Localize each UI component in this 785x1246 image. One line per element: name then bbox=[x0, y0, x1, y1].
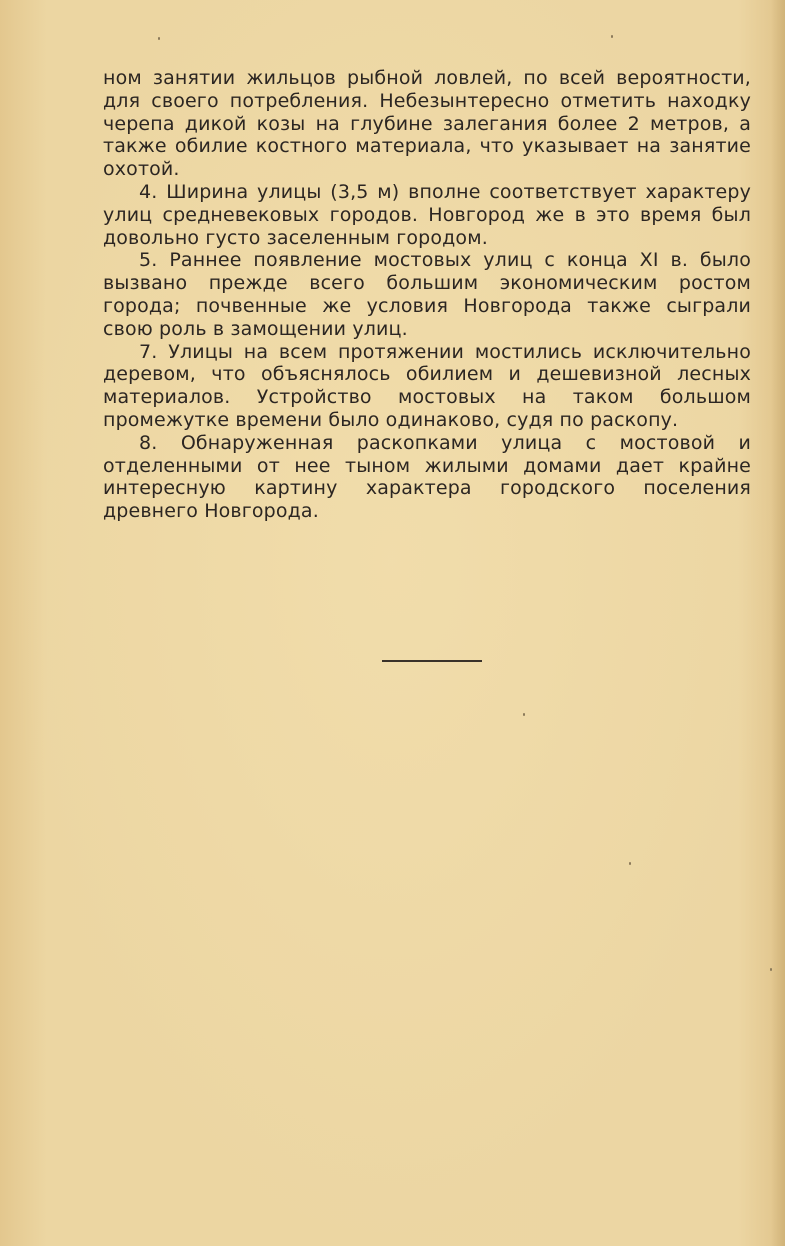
paragraph-item-5: 5. Раннее появление мостовых улиц с конца XI в. было вызвано прежде всего большим экономическим ростом города; почвенные же условия Новгорода также сыграли свою роль в замощении улиц. bbox=[103, 249, 751, 340]
paper-speck bbox=[158, 37, 160, 40]
paper-speck bbox=[523, 713, 525, 716]
paragraph-item-8: 8. Обнаруженная раскопками улица с мостовой и отделенными от нее тыном жилыми домами дает крайне интересную картину характера городского поселения древнего Новгорода. bbox=[103, 431, 751, 523]
section-divider bbox=[382, 660, 482, 662]
page-edge-shade bbox=[771, 0, 785, 1246]
paragraph-item-4: 4. Ширина улицы (3,5 м) вполне соответствует характеру улиц средневековых городов. Новгород же в это время был довольно густо заселенным городом. bbox=[103, 180, 751, 249]
paper-speck bbox=[770, 968, 772, 971]
paper-speck bbox=[629, 862, 631, 865]
paragraph-continuation: ном занятии жильцов рыбной ловлей, по всей вероятности, для своего потребления. Небезынтересно отметить находку черепа дикой козы на глубине залегания более 2 метров, а также обилие костного материала, что указывает на занятие охотой. bbox=[103, 67, 751, 181]
paper-speck bbox=[611, 35, 613, 38]
paragraph-item-7: 7. Улицы на всем протяжении мостились исключительно деревом, что объяснялось обилием и дешевизной лесных материалов. Устройство мостовых на таком большом промежутке времени было одинаково, судя по раскопу. bbox=[103, 340, 751, 431]
text-body bbox=[103, 67, 751, 523]
